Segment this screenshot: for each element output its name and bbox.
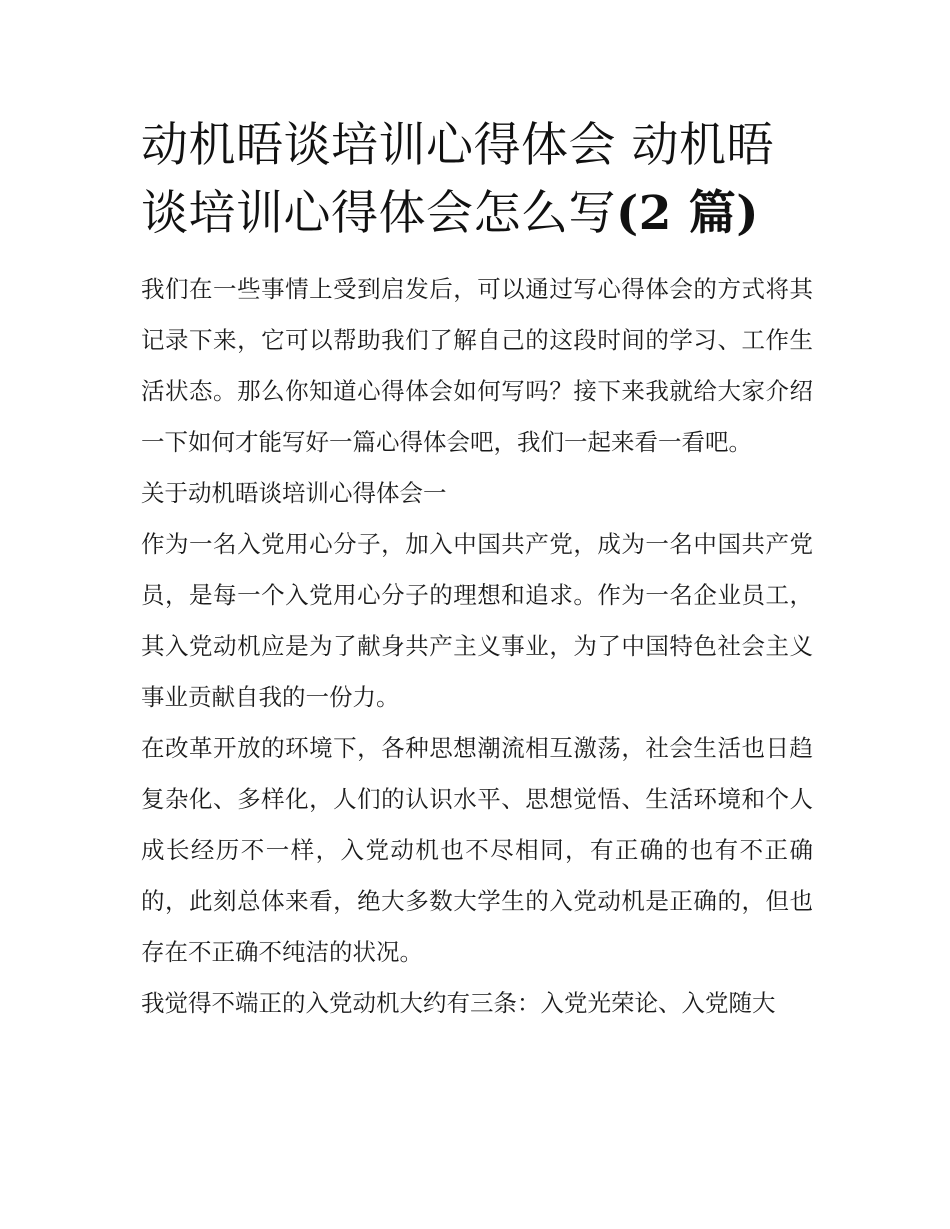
body-paragraph: 在改革开放的环境下，各种思想潮流相互激荡，社会生活也日趋复杂化、多样化，人们的认识水平、思想觉悟、生活环境和个人成长经历不一样，入党动机也不尽相同，有正确的也有不正确的，此刻总体来看，绝大多数大学生的入党动机是正确的，但也存在不正确不纯洁的状况。 [141,734,813,966]
document-title-main: 动机晤谈培训心得体会 动机晤谈培训心得体会怎么写 [141,118,774,241]
document-content [141,112,813,1029]
section-heading: 关于动机晤谈培训心得体会一 [141,479,447,507]
document-title [141,112,813,248]
document-title-count: (2 篇) [616,186,760,241]
body-paragraph: 我觉得不端正的入党动机大约有三条：入党光荣论、入党随大 [141,989,776,1017]
intro-paragraph: 我们在一些事情上受到启发后，可以通过写心得体会的方式将其记录下来，它可以帮助我们了解自己的这段时间的学习、工作生活状态。那么你知道心得体会如何写吗？接下来我就给大家介绍一下如何才能写好一篇心得体会吧，我们一起来看一看吧。 [141,275,813,456]
document-body [141,264,813,1029]
body-paragraph: 作为一名入党用心分子，加入中国共产党，成为一名中国共产党员，是每一个入党用心分子的理想和追求。作为一名企业员工，其入党动机应是为了献身共产主义事业，为了中国特色社会主义事业贡献自我的一份力。 [141,530,813,711]
